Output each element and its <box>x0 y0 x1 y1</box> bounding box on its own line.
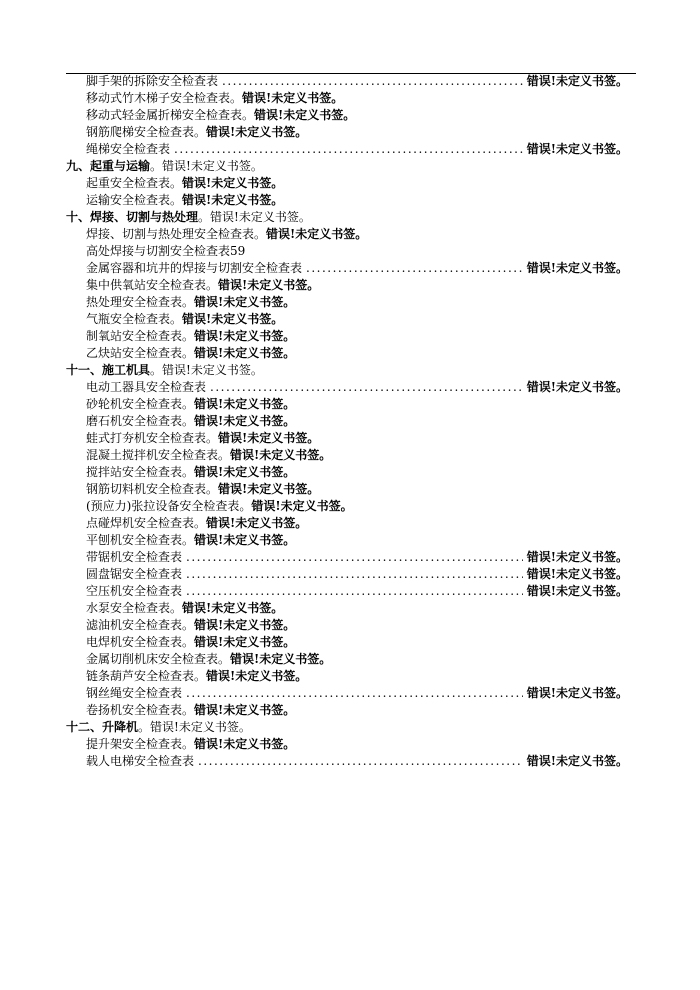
toc-entry[interactable] <box>66 532 628 549</box>
toc-entry[interactable] <box>66 107 628 124</box>
toc-separator: 。 <box>182 414 195 428</box>
toc-entry-title: 气瓶安全检查表 <box>86 312 171 326</box>
toc-section-heading[interactable] <box>66 158 628 175</box>
toc-separator: 。 <box>206 278 219 292</box>
toc-separator: 。 <box>182 329 195 343</box>
toc-page-ref: 错误!未定义书签。 <box>162 363 263 377</box>
toc-separator: 。 <box>182 397 195 411</box>
toc-entry-title: 移动式轻金属折梯安全检查表 <box>86 108 243 122</box>
toc-page-ref: 错误!未定义书签。 <box>526 380 628 394</box>
toc-separator: 。 <box>242 108 255 122</box>
toc-page-ref: 错误!未定义书签。 <box>194 329 296 343</box>
toc-entry-title: 磨石机安全检查表 <box>86 414 183 428</box>
toc-entry-title: 集中供氧站安全检查表 <box>86 278 207 292</box>
toc-entry[interactable] <box>66 124 628 141</box>
toc-entry-title: 十二、升降机 <box>66 720 139 734</box>
toc-page-ref: 错误!未定义书签。 <box>182 176 284 190</box>
toc-separator: 。 <box>218 448 231 462</box>
toc-page-ref: 错误!未定义书签。 <box>526 261 628 275</box>
toc-page-ref: 错误!未定义书签。 <box>230 652 332 666</box>
toc-entry-title: 钢丝绳安全检查表 <box>86 686 183 700</box>
toc-page-ref: 错误!未定义书签。 <box>206 125 308 139</box>
toc-page-ref: 错误!未定义书签。 <box>230 448 332 462</box>
toc-separator: 。 <box>230 91 243 105</box>
toc-entry-title: 十、焊接、切割与热处理 <box>66 210 199 224</box>
toc-separator: 。 <box>182 465 195 479</box>
toc-page-ref: 错误!未定义书签。 <box>526 584 628 598</box>
toc-page-ref: 错误!未定义书签。 <box>206 516 308 530</box>
toc-page-ref: 错误!未定义书签。 <box>526 686 628 700</box>
toc-entry-title: (预应力)张拉设备安全检查表 <box>86 499 240 513</box>
toc-entry-title: 载人电梯安全检查表 <box>86 754 195 768</box>
toc-page-ref: 错误!未定义书签。 <box>266 227 368 241</box>
toc-entry-title: 带锯机安全检查表 <box>86 550 183 564</box>
toc-separator: 。 <box>218 652 231 666</box>
toc-entry-title: 水泵安全检查表 <box>86 601 171 615</box>
toc-entry[interactable] <box>66 396 628 413</box>
toc-separator: 。 <box>170 312 183 326</box>
toc-entry-title: 十一、施工机具 <box>66 363 151 377</box>
toc-page-ref: 错误!未定义书签。 <box>218 431 320 445</box>
toc-entry-title: 运输安全检查表 <box>86 193 171 207</box>
toc-entry[interactable] <box>66 345 628 362</box>
toc-entry-title: 滤油机安全检查表 <box>86 618 183 632</box>
toc-section-heading[interactable] <box>66 362 628 379</box>
toc-entry[interactable] <box>66 515 628 532</box>
toc-page-ref: 错误!未定义书签。 <box>194 635 296 649</box>
toc-separator: 。 <box>182 295 195 309</box>
toc-entry[interactable] <box>66 617 628 634</box>
toc-separator: 。 <box>170 193 183 207</box>
toc-entry-title: 乙炔站安全检查表 <box>86 346 183 360</box>
toc-entry[interactable] <box>66 226 628 243</box>
toc-entry-title: 卷扬机安全检查表 <box>86 703 183 717</box>
toc-separator: 。 <box>194 516 207 530</box>
toc-entry-title: 圆盘锯安全检查表 <box>86 567 183 581</box>
toc-separator: 。 <box>150 363 163 377</box>
toc-entry[interactable] <box>66 600 628 617</box>
toc-entry[interactable] <box>66 90 628 107</box>
toc-entry[interactable] <box>66 243 628 260</box>
toc-page-ref: 错误!未定义书签。 <box>526 550 628 564</box>
toc-entry[interactable] <box>66 311 628 328</box>
toc-section-heading[interactable] <box>66 719 628 736</box>
toc-entry-title: 混凝土搅拌机安全检查表 <box>86 448 219 462</box>
toc-entry[interactable] <box>66 379 628 396</box>
toc-page-ref: 错误!未定义书签。 <box>194 414 296 428</box>
toc-entry-title: 电动工器具安全检查表 <box>86 380 207 394</box>
toc-entry-title: 九、起重与运输 <box>66 159 151 173</box>
toc-dot-leader <box>186 685 523 702</box>
toc-entry-title: 热处理安全检查表 <box>86 295 183 309</box>
toc-dot-leader <box>186 566 523 583</box>
toc-page-ref: 错误!未定义书签。 <box>526 567 628 581</box>
toc-page-ref: 错误!未定义书签。 <box>218 278 320 292</box>
toc-page-ref: 错误!未定义书签。 <box>526 754 628 768</box>
toc-entry-title: 金属切削机床安全检查表 <box>86 652 219 666</box>
toc-page-ref: 错误!未定义书签。 <box>210 210 311 224</box>
toc-entry[interactable] <box>66 430 628 447</box>
toc-dot-leader <box>186 549 523 566</box>
toc-dot-leader <box>186 583 523 600</box>
toc-entry[interactable] <box>66 634 628 651</box>
toc-page-ref: 错误!未定义书签。 <box>526 142 628 156</box>
toc-entry-title: 蛙式打夯机安全检查表 <box>86 431 207 445</box>
toc-separator: 。 <box>194 669 207 683</box>
toc-page-ref: 错误!未定义书签。 <box>182 193 284 207</box>
toc-dot-leader <box>174 141 523 158</box>
toc-entry[interactable] <box>66 141 628 158</box>
toc-page-ref: 错误!未定义书签。 <box>251 499 353 513</box>
toc-entry-title: 钢筋爬梯安全检查表 <box>86 125 195 139</box>
toc-separator: 。 <box>150 159 163 173</box>
toc-entry[interactable] <box>66 685 628 702</box>
toc-entry[interactable] <box>66 294 628 311</box>
toc-page-ref: 错误!未定义书签。 <box>242 91 344 105</box>
toc-entry[interactable] <box>66 668 628 685</box>
toc-separator: 。 <box>182 346 195 360</box>
toc-page-ref: 错误!未定义书签。 <box>526 74 628 88</box>
toc-entry[interactable] <box>66 464 628 481</box>
toc-entry-title: 平刨机安全检查表 <box>86 533 183 547</box>
toc-entry[interactable] <box>66 481 628 498</box>
toc-entry[interactable] <box>66 447 628 464</box>
toc-page-ref: 错误!未定义书签。 <box>194 397 296 411</box>
toc-separator: 。 <box>182 618 195 632</box>
toc-entry[interactable] <box>66 566 628 583</box>
toc-page-ref: 错误!未定义书签。 <box>194 295 296 309</box>
toc-entry[interactable] <box>66 736 628 753</box>
toc-page-ref: 错误!未定义书签。 <box>162 159 263 173</box>
toc-dot-leader <box>210 379 523 396</box>
toc-separator: 。 <box>182 533 195 547</box>
toc-page-ref: 错误!未定义书签。 <box>194 346 296 360</box>
toc-entry-title: 空压机安全检查表 <box>86 584 183 598</box>
toc-page-ref: 错误!未定义书签。 <box>150 720 251 734</box>
toc-entry-title: 电焊机安全检查表 <box>86 635 183 649</box>
toc-entry-title: 提升架安全检查表 <box>86 737 183 751</box>
toc-page-ref: 错误!未定义书签。 <box>206 669 308 683</box>
toc-section-heading[interactable] <box>66 209 628 226</box>
toc-entry-title: 砂轮机安全检查表 <box>86 397 183 411</box>
toc-separator: 。 <box>182 635 195 649</box>
table-of-contents <box>66 73 628 770</box>
toc-entry-title: 脚手架的拆除安全检查表 <box>86 74 219 88</box>
toc-entry-title: 金属容器和坑井的焊接与切割安全检查表 <box>86 261 303 275</box>
toc-page-ref: 错误!未定义书签。 <box>182 312 284 326</box>
toc-separator: 。 <box>138 720 151 734</box>
toc-dot-leader <box>198 753 523 770</box>
toc-entry-title: 制氧站安全检查表 <box>86 329 183 343</box>
toc-separator: 。 <box>206 431 219 445</box>
toc-entry[interactable] <box>66 549 628 566</box>
toc-entry[interactable] <box>66 413 628 430</box>
toc-entry-title: 起重安全检查表 <box>86 176 171 190</box>
toc-entry[interactable] <box>66 702 628 719</box>
toc-separator: 。 <box>182 737 195 751</box>
toc-entry[interactable] <box>66 175 628 192</box>
toc-separator: 。 <box>206 482 219 496</box>
toc-separator: 。 <box>170 176 183 190</box>
toc-separator: 。 <box>239 499 252 513</box>
toc-page-ref: 错误!未定义书签。 <box>194 533 296 547</box>
toc-entry[interactable] <box>66 192 628 209</box>
toc-page-ref: 错误!未定义书签。 <box>218 482 320 496</box>
toc-entry[interactable] <box>66 583 628 600</box>
toc-entry-title: 钢筋切料机安全检查表 <box>86 482 207 496</box>
toc-entry[interactable] <box>66 277 628 294</box>
toc-page-ref: 错误!未定义书签。 <box>254 108 356 122</box>
toc-entry-title: 焊接、切割与热处理安全检查表 <box>86 227 255 241</box>
toc-separator: 。 <box>254 227 267 241</box>
toc-entry[interactable] <box>66 498 628 515</box>
toc-entry-title: 移动式竹木梯子安全检查表 <box>86 91 231 105</box>
toc-page-ref: 错误!未定义书签。 <box>194 618 296 632</box>
toc-dot-leader <box>222 73 523 90</box>
toc-entry-title: 高处焊接与切割安全检查表59 <box>86 244 246 258</box>
toc-page-ref: 错误!未定义书签。 <box>194 737 296 751</box>
toc-dot-leader <box>306 260 523 277</box>
toc-separator: 。 <box>170 601 183 615</box>
toc-entry-title: 搅拌站安全检查表 <box>86 465 183 479</box>
toc-separator: 。 <box>182 703 195 717</box>
toc-entry-title: 绳梯安全检查表 <box>86 142 171 156</box>
toc-page-ref: 错误!未定义书签。 <box>194 465 296 479</box>
toc-entry[interactable] <box>66 753 628 770</box>
toc-entry[interactable] <box>66 328 628 345</box>
toc-entry-title: 链条葫芦安全检查表 <box>86 669 195 683</box>
toc-entry[interactable] <box>66 651 628 668</box>
toc-page-ref: 错误!未定义书签。 <box>194 703 296 717</box>
toc-separator: 。 <box>194 125 207 139</box>
toc-separator: 。 <box>198 210 211 224</box>
toc-page-ref: 错误!未定义书签。 <box>182 601 284 615</box>
toc-entry-title: 点碰焊机安全检查表 <box>86 516 195 530</box>
toc-entry[interactable] <box>66 260 628 277</box>
toc-entry[interactable] <box>66 73 628 90</box>
